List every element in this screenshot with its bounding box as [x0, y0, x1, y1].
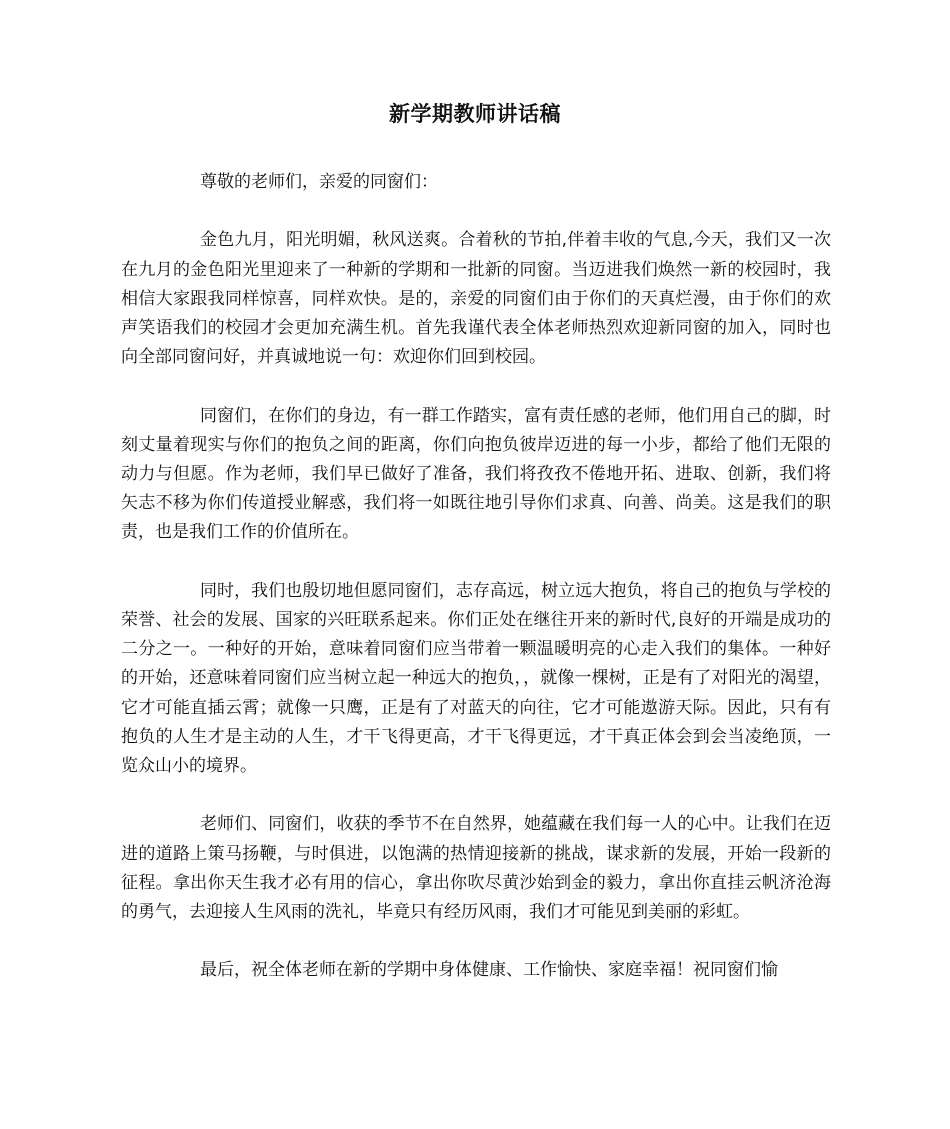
body-paragraph: 金色九月，阳光明媚，秋风送爽。合着秋的节拍,伴着丰收的气息,今天，我们又一次在九月的金色阳光里迎来了一种新的学期和一批新的同窗。当迈进我们焕然一新的校园时，我相信大家跟我同样惊喜，同样欢快。是的，亲爱的同窗们由于你们的天真烂漫，由于你们的欢声笑语我们的校园才会更加充满生机。首先我谨代表全体老师热烈欢迎新同窗的加入，同时也向全部同窗问好，并真诚地说一句：欢迎你们回到校园。: [121, 230, 831, 368]
document-title: 新学期教师讲话稿: [389, 102, 561, 126]
salutation-paragraph: 尊敬的老师们，亲爱的同窗们：: [200, 172, 438, 192]
body-paragraph: 同时，我们也殷切地但愿同窗们，志存高远，树立远大抱负，将自己的抱负与学校的荣誉、社会的发展、国家的兴旺联系起来。你们正处在继往开来的新时代,良好的开端是成功的二分之一。一种好的开始，意味着同窗们应当带着一颗温暖明亮的心走入我们的集体。一种好的开始，还意味着同窗们应当树立起一种远大的抱负，，就像一棵树，正是有了对阳光的渴望，它才可能直插云霄；就像一只鹰，正是有了对蓝天的向往，它才可能遨游天际。因此，只有有抱负的人生才是主动的人生，才干飞得更高，才干飞得更远，才干真正体会到会当凌绝顶，一览众山小的境界。: [121, 580, 831, 777]
body-paragraph: 同窗们，在你们的身边，有一群工作踏实，富有责任感的老师，他们用自己的脚，时刻丈量着现实与你们的抱负之间的距离，你们向抱负彼岸迈进的每一小步，都给了他们无限的动力与但愿。作为老师，我们早已做好了准备，我们将孜孜不倦地开拓、进取、创新，我们将矢志不移为你们传道授业解惑，我们将一如既往地引导你们求真、向善、尚美。这是我们的职责，也是我们工作的价值所在。: [121, 405, 831, 543]
body-paragraph: 老师们、同窗们，收获的季节不在自然界，她蕴藏在我们每一人的心中。让我们在迈进的道路上策马扬鞭，与时俱进，以饱满的热情迎接新的挑战，谋求新的发展，开始一段新的征程。拿出你天生我才必有用的信心，拿出你吹尽黄沙始到金的毅力，拿出你直挂云帆济沧海的勇气，去迎接人生风雨的洗礼，毕竟只有经历风雨，我们才可能见到美丽的彩虹。: [121, 814, 831, 923]
closing-paragraph: 最后，祝全体老师在新的学期中身体健康、工作愉快、家庭幸福！祝同窗们愉: [200, 960, 778, 981]
document-body: [121, 168, 831, 1015]
